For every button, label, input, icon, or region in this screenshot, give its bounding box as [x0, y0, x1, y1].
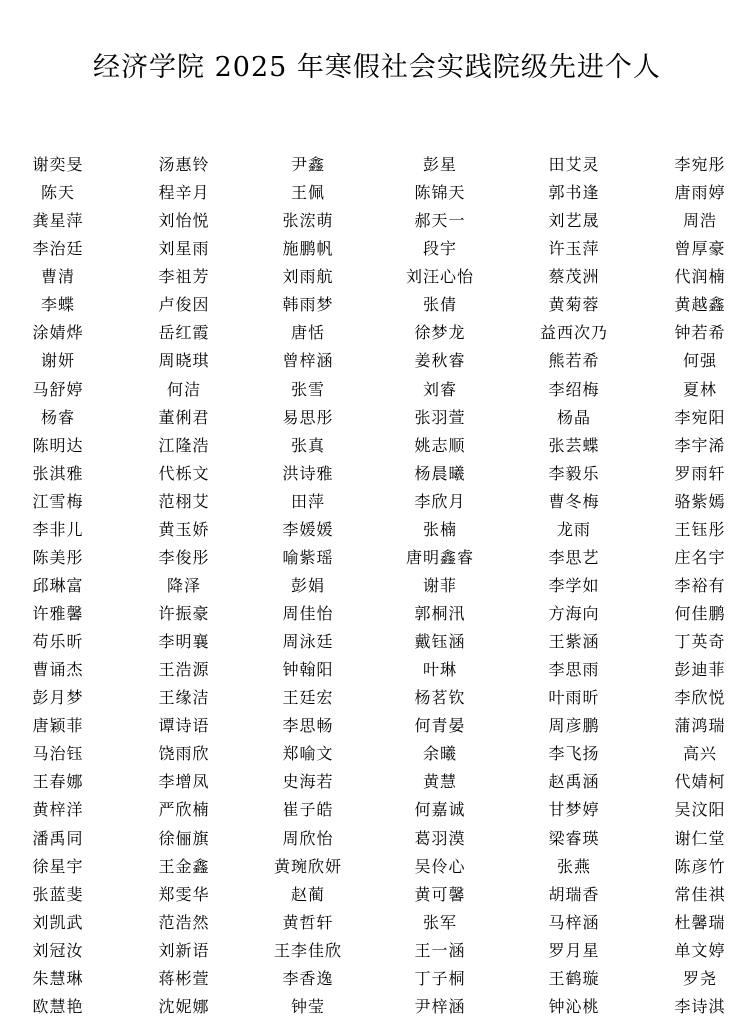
- name-cell: 范浩然: [158, 912, 210, 932]
- name-cell: 陈彦竹: [674, 856, 726, 876]
- name-cell: 黄哲轩: [282, 912, 334, 932]
- name-cell: 代婧柯: [674, 772, 726, 792]
- name-cell: 常佳祺: [674, 884, 726, 904]
- name-cell: 程辛月: [158, 183, 210, 203]
- name-cell: 益西次乃: [539, 323, 608, 343]
- name-row: [0, 712, 754, 740]
- name-cell: 郭桐汛: [414, 604, 466, 623]
- name-row: [0, 151, 754, 179]
- name-cell: 饶雨欣: [158, 744, 210, 764]
- name-cell: 刘新语: [158, 940, 210, 960]
- name-cell: 李思畅: [282, 716, 334, 736]
- name-cell: 丁子桐: [414, 968, 466, 988]
- name-cell: 刘星雨: [158, 239, 210, 259]
- name-cell: 赵禹涵: [548, 772, 600, 792]
- name-cell: 曹清: [40, 267, 75, 287]
- name-cell: 李绍梅: [548, 379, 600, 399]
- name-cell: 黄慧: [422, 772, 457, 792]
- name-cell: 马治钰: [32, 744, 84, 764]
- name-cell: 叶雨昕: [548, 688, 600, 708]
- name-cell: 罗雨轩: [674, 463, 726, 483]
- name-cell: 李欣悦: [674, 688, 726, 708]
- name-cell: 徐俪旗: [158, 828, 210, 848]
- name-row: [0, 965, 754, 993]
- name-cell: 张军: [422, 912, 457, 932]
- name-cell: 范栩艾: [158, 491, 210, 511]
- name-cell: 陈锦天: [414, 183, 466, 203]
- name-row: [0, 404, 754, 432]
- name-cell: 杨晶: [556, 407, 591, 427]
- name-cell: 徐梦龙: [414, 323, 466, 343]
- name-cell: 邱琳富: [32, 575, 84, 595]
- name-cell: 喻紫瑶: [282, 547, 334, 567]
- name-cell: 胡瑞香: [548, 884, 600, 904]
- name-cell: 何青晏: [414, 716, 466, 736]
- name-cell: 马舒婷: [32, 379, 84, 399]
- name-cell: 陈明达: [32, 435, 84, 455]
- name-row: [0, 460, 754, 488]
- name-cell: 涂婧烨: [32, 323, 84, 343]
- name-cell: 何佳鹏: [674, 604, 726, 623]
- name-cell: 黄琬欣妍: [273, 856, 342, 876]
- name-row: [0, 572, 754, 600]
- name-cell: 田艾灵: [548, 155, 600, 174]
- name-cell: 钟沁桃: [548, 996, 600, 1016]
- name-cell: 罗尧: [682, 968, 717, 988]
- name-cell: 李欣月: [414, 491, 466, 511]
- name-cell: 张雪: [290, 379, 325, 399]
- name-cell: 杨茗钦: [414, 688, 466, 708]
- name-cell: 钟翰阳: [282, 660, 334, 680]
- name-cell: 洪诗雅: [282, 463, 334, 483]
- name-cell: 郭书逢: [548, 183, 600, 203]
- name-cell: 王一涵: [414, 940, 466, 960]
- name-row: [0, 656, 754, 684]
- name-cell: 严欣楠: [158, 800, 210, 820]
- name-grid: [0, 151, 754, 1021]
- name-cell: 刘艺晟: [548, 211, 600, 231]
- name-cell: 欧慧艳: [32, 996, 84, 1016]
- name-cell: 黄菊蓉: [548, 295, 600, 315]
- name-cell: 周泳廷: [282, 632, 334, 652]
- name-cell: 李思雨: [548, 660, 600, 680]
- name-cell: 唐雨婷: [674, 183, 726, 203]
- name-row: [0, 432, 754, 460]
- name-cell: 彭迪菲: [674, 660, 726, 680]
- name-cell: 蒲鸿瑞: [674, 716, 726, 736]
- name-cell: 彭月梦: [32, 688, 84, 708]
- name-cell: 李非儿: [32, 519, 84, 539]
- name-cell: 曾梓涵: [282, 351, 334, 371]
- name-row: [0, 825, 754, 853]
- name-cell: 江隆浩: [158, 435, 210, 455]
- name-cell: 周浩: [682, 211, 717, 231]
- name-cell: 刘冠汝: [32, 940, 84, 960]
- name-cell: 李香逸: [282, 968, 334, 988]
- name-cell: 朱慧琳: [32, 968, 84, 988]
- name-cell: 刘睿: [422, 379, 457, 399]
- name-cell: 王钰彤: [674, 519, 726, 539]
- name-cell: 李蝶: [40, 295, 75, 315]
- name-cell: 施鹏帆: [282, 239, 334, 259]
- name-cell: 张羽萱: [414, 407, 466, 427]
- name-row: [0, 488, 754, 516]
- name-cell: 李明襄: [158, 632, 210, 652]
- name-cell: 丁英奇: [674, 632, 726, 652]
- name-row: [0, 179, 754, 207]
- name-cell: 钟若希: [674, 323, 726, 343]
- name-cell: 唐明鑫睿: [405, 547, 474, 567]
- name-cell: 李俊彤: [158, 547, 210, 567]
- name-cell: 唐颖菲: [32, 716, 84, 736]
- name-row: [0, 740, 754, 768]
- name-cell: 曹诵杰: [32, 660, 84, 680]
- name-cell: 王春娜: [32, 772, 84, 792]
- name-cell: 王廷宏: [282, 688, 334, 708]
- name-cell: 王缘洁: [158, 688, 210, 708]
- name-cell: 周彦鹏: [548, 716, 600, 736]
- name-cell: 王紫涵: [548, 632, 600, 652]
- name-cell: 刘汪心怡: [405, 267, 474, 287]
- name-cell: 蒋彬萱: [158, 968, 210, 988]
- name-cell: 杨晨曦: [414, 463, 466, 483]
- name-cell: 夏林: [682, 379, 717, 399]
- name-cell: 戴钰涵: [414, 632, 466, 652]
- name-cell: 李毅乐: [548, 463, 600, 483]
- name-cell: 梁睿瑛: [548, 828, 600, 848]
- name-cell: 李裕有: [674, 575, 726, 595]
- name-cell: 李诗淇: [674, 996, 726, 1016]
- name-cell: 张倩: [422, 295, 457, 315]
- name-cell: 卢俊因: [158, 295, 210, 315]
- name-cell: 葛羽漠: [414, 828, 466, 848]
- name-cell: 方海向: [548, 604, 600, 623]
- name-cell: 李飞扬: [548, 744, 600, 764]
- name-row: [0, 881, 754, 909]
- name-cell: 张淇雅: [32, 463, 84, 483]
- name-cell: 庄名宇: [674, 547, 726, 567]
- name-cell: 张楠: [422, 519, 457, 539]
- name-cell: 余曦: [422, 744, 457, 764]
- name-cell: 黄梓洋: [32, 800, 84, 820]
- name-cell: 杨睿: [40, 407, 75, 427]
- name-row: [0, 235, 754, 263]
- name-cell: 王佩: [290, 183, 325, 203]
- name-cell: 何强: [682, 351, 717, 371]
- name-cell: 赵蔺: [290, 884, 325, 904]
- name-cell: 李宛阳: [674, 407, 726, 427]
- name-cell: 王李佳欣: [273, 940, 342, 960]
- name-row: [0, 291, 754, 319]
- name-cell: 熊若希: [548, 351, 600, 371]
- name-cell: 蔡茂洲: [548, 267, 600, 287]
- name-cell: 姚志顺: [414, 435, 466, 455]
- name-cell: 黄越鑫: [674, 295, 726, 315]
- name-cell: 单文婷: [674, 940, 726, 960]
- name-row: [0, 993, 754, 1021]
- name-cell: 彭娟: [290, 575, 325, 595]
- name-cell: 唐恬: [290, 323, 325, 343]
- name-cell: 王金鑫: [158, 856, 210, 876]
- name-cell: 沈妮娜: [158, 996, 210, 1016]
- name-cell: 许玉萍: [548, 239, 600, 259]
- name-cell: 彭星: [422, 155, 457, 174]
- name-cell: 苟乐昕: [32, 632, 84, 652]
- name-cell: 张真: [290, 435, 325, 455]
- name-cell: 谢妍: [40, 351, 75, 371]
- name-cell: 叶琳: [422, 660, 457, 680]
- name-cell: 董俐君: [158, 407, 210, 427]
- name-row: [0, 684, 754, 712]
- name-cell: 吴汶阳: [674, 800, 726, 820]
- name-cell: 谢仁堂: [674, 828, 726, 848]
- name-cell: 李媛媛: [282, 519, 334, 539]
- name-cell: 李增凤: [158, 772, 210, 792]
- name-cell: 张燕: [556, 856, 591, 876]
- name-cell: 张芸蝶: [548, 435, 600, 455]
- name-cell: 姜秋睿: [414, 351, 466, 371]
- name-row: [0, 628, 754, 656]
- name-cell: 王浩源: [158, 660, 210, 680]
- name-row: [0, 376, 754, 404]
- name-cell: 李宇浠: [674, 435, 726, 455]
- name-row: [0, 207, 754, 235]
- name-cell: 马梓涵: [548, 912, 600, 932]
- name-row: [0, 347, 754, 375]
- name-cell: 郑喻文: [282, 744, 334, 764]
- name-cell: 崔子皓: [282, 800, 334, 820]
- name-cell: 郝天一: [414, 211, 466, 231]
- name-cell: 李学如: [548, 575, 600, 595]
- name-cell: 李祖芳: [158, 267, 210, 287]
- name-cell: 段宇: [422, 239, 457, 259]
- name-cell: 史海若: [282, 772, 334, 792]
- name-cell: 骆紫嫣: [674, 491, 726, 511]
- name-cell: 刘怡悦: [158, 211, 210, 231]
- name-cell: 刘凯武: [32, 912, 84, 932]
- name-cell: 许雅馨: [32, 604, 84, 623]
- name-cell: 李思艺: [548, 547, 600, 567]
- document-title: 经济学院 2025 年寒假社会实践院级先进个人: [93, 52, 661, 83]
- name-row: [0, 796, 754, 824]
- name-cell: 钟莹: [290, 996, 325, 1016]
- name-cell: 李治廷: [32, 239, 84, 259]
- name-cell: 降泽: [166, 575, 201, 595]
- name-cell: 曾厚豪: [674, 239, 726, 259]
- name-cell: 潘禹同: [32, 828, 84, 848]
- name-cell: 曹冬梅: [548, 491, 600, 511]
- name-cell: 龚星萍: [32, 211, 84, 231]
- name-cell: 代润楠: [674, 267, 726, 287]
- name-cell: 易思彤: [282, 407, 334, 427]
- name-row: [0, 937, 754, 965]
- name-cell: 李宛彤: [674, 155, 726, 174]
- name-cell: 王鹤璇: [548, 968, 600, 988]
- name-cell: 徐星宇: [32, 856, 84, 876]
- name-cell: 周佳怡: [282, 604, 334, 623]
- name-row: [0, 909, 754, 937]
- name-row: [0, 516, 754, 544]
- name-cell: 龙雨: [556, 519, 591, 539]
- name-row: [0, 319, 754, 347]
- name-row: [0, 600, 754, 628]
- name-cell: 何嘉诚: [414, 800, 466, 820]
- name-cell: 尹鑫: [290, 155, 325, 174]
- name-cell: 谭诗语: [158, 716, 210, 736]
- name-cell: 张蓝斐: [32, 884, 84, 904]
- name-cell: 刘雨航: [282, 267, 334, 287]
- name-row: [0, 768, 754, 796]
- name-row: [0, 544, 754, 572]
- name-cell: 周晓琪: [158, 351, 210, 371]
- name-cell: 黄玉娇: [158, 519, 210, 539]
- name-cell: 何洁: [166, 379, 201, 399]
- name-cell: 周欣怡: [282, 828, 334, 848]
- name-cell: 田萍: [290, 491, 325, 511]
- name-cell: 岳红霞: [158, 323, 210, 343]
- name-cell: 吴伶心: [414, 856, 466, 876]
- name-cell: 杜馨瑞: [674, 912, 726, 932]
- name-cell: 郑雯华: [158, 884, 210, 904]
- name-cell: 甘梦婷: [548, 800, 600, 820]
- name-row: [0, 263, 754, 291]
- name-cell: 谢菲: [422, 575, 457, 595]
- name-cell: 韩雨梦: [282, 295, 334, 315]
- name-cell: 尹梓涵: [414, 996, 466, 1016]
- name-cell: 黄可馨: [414, 884, 466, 904]
- name-cell: 罗月星: [548, 940, 600, 960]
- name-cell: 许振豪: [158, 604, 210, 623]
- name-cell: 汤惠铃: [158, 155, 210, 174]
- name-cell: 江雪梅: [32, 491, 84, 511]
- name-cell: 谢奕旻: [32, 155, 84, 174]
- name-cell: 代栎文: [158, 463, 210, 483]
- name-cell: 陈天: [40, 183, 75, 203]
- name-cell: 高兴: [682, 744, 717, 764]
- name-cell: 陈美彤: [32, 547, 84, 567]
- name-cell: 张浤萌: [282, 211, 334, 231]
- name-row: [0, 853, 754, 881]
